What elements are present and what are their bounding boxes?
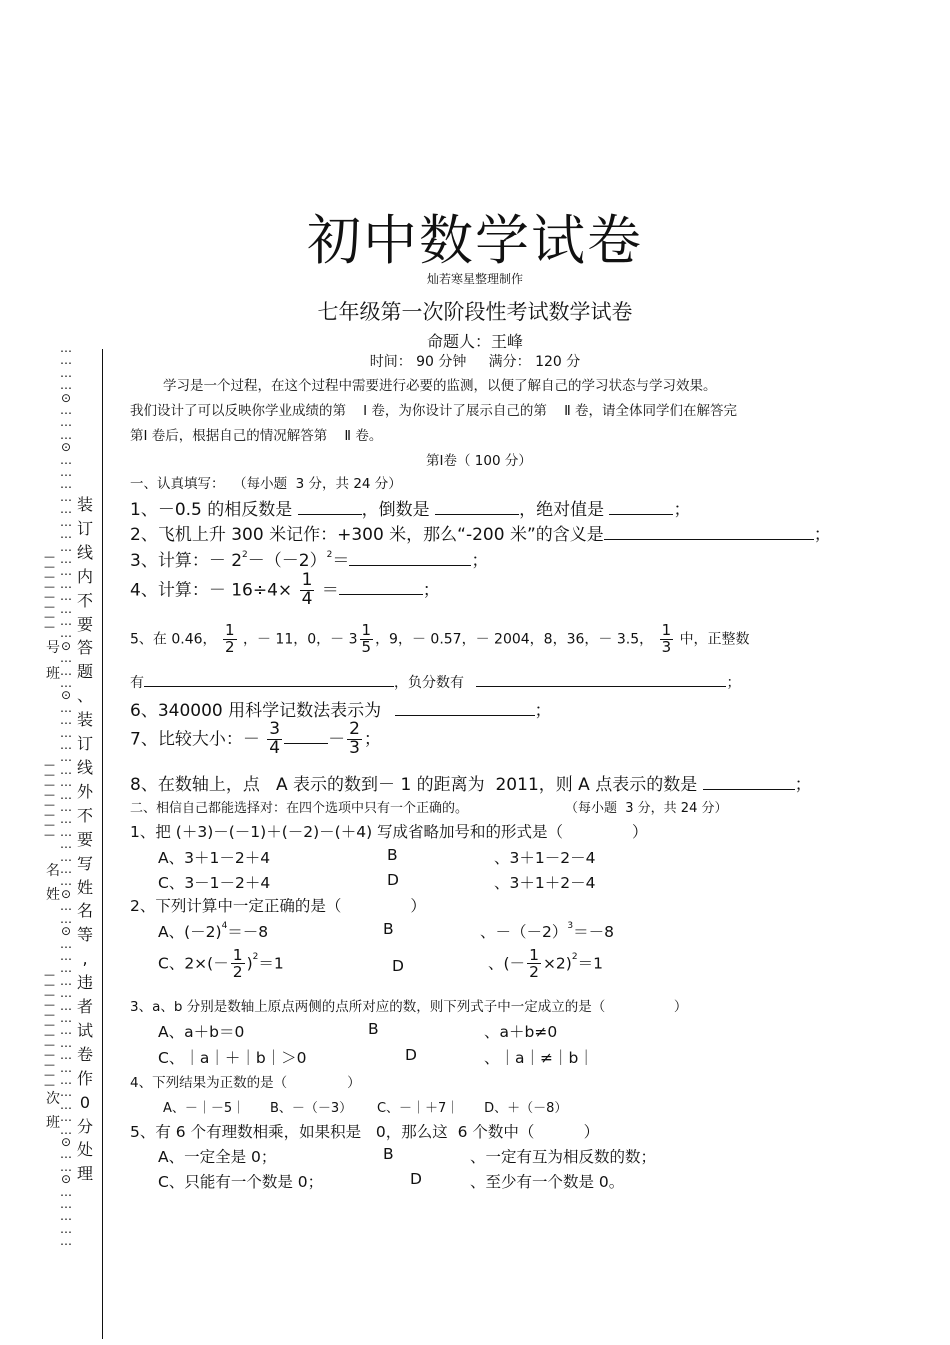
- question-7: [130, 721, 381, 758]
- choice-question-3: 3、a、b 分别是数轴上原点两侧的点所对应的数，则下列式子中一定成立的是（ ）: [130, 999, 688, 1015]
- q2-blank[interactable]: [604, 522, 814, 540]
- author-line: 命题人：王峰: [426, 332, 523, 351]
- binding-dots: … … … … ⊙ … … … ⊙ … … … … … … … … … … … … … … … ⊙ … … … ⊙ … … … … … … … … … … … … … … … ⊙ … … ⊙ … … … … … … … … … … … … … … … … ⊙ … … ⊙ … … … … …: [60, 341, 72, 1249]
- c5-option-c[interactable]: C、只能有一个数是 0；: [158, 1173, 324, 1191]
- c2-option-d[interactable]: 、(－ $\frac{1}{2}$ ×2)$^2$＝1: [488, 946, 603, 982]
- q8-text-b: ；: [794, 775, 812, 795]
- q3-text-a: 3、计算：－ 2: [130, 551, 243, 571]
- q3-exp-1: 2: [242, 550, 248, 560]
- question-3: [130, 546, 488, 571]
- q1-blank-3[interactable]: [609, 497, 673, 515]
- c2-d-fraction: $\frac{1}{2}$: [529, 946, 539, 982]
- q5-text-e: 有: [130, 675, 144, 691]
- q2-end: ；: [813, 525, 831, 545]
- c3-option-d[interactable]: 、｜a｜≠｜b｜: [484, 1049, 594, 1067]
- q5-fraction-3: $\frac{1}{3}$: [661, 621, 672, 656]
- q5-fraction-1: $\frac{1}{2}$: [224, 621, 235, 656]
- binding-dash-group-2: — — — — — — — —: [44, 758, 55, 841]
- q8-blank[interactable]: [703, 772, 795, 790]
- exam-title: 七年级第一次阶段性考试数学试卷: [317, 300, 633, 324]
- label-name-2: 姓: [46, 887, 60, 903]
- c2-option-c[interactable]: C、2×(－ $\frac{1}{2}$ )$^2$＝1: [158, 946, 284, 982]
- c1-option-d[interactable]: 、3＋1＋2－4: [494, 874, 596, 892]
- c2-option-a[interactable]: A、$(-2)^4=-8$: [158, 921, 269, 941]
- q1-blank-1[interactable]: [298, 497, 362, 515]
- part1-heading: 第Ⅰ卷（ 100 分）: [426, 453, 532, 469]
- q5-blank-negative-fractions[interactable]: [476, 672, 726, 687]
- intro-line-2: 我们设计了可以反映你学业成绩的第 Ⅰ 卷，为你设计了展示自己的第 Ⅱ 卷，请全体同学们在解答完: [130, 403, 738, 419]
- question-1: [130, 495, 690, 520]
- question-2: [130, 520, 831, 545]
- question-4: [130, 572, 440, 609]
- label-class-2: 班: [46, 1115, 60, 1131]
- q7-blank[interactable]: [284, 726, 328, 744]
- question-8: [130, 770, 812, 795]
- q7-fraction-2: $\frac{2}{3}$: [349, 719, 360, 758]
- choice-question-2: 2、下列计算中一定正确的是（ ）: [130, 897, 426, 915]
- c5-option-d-label[interactable]: D: [410, 1170, 422, 1188]
- question-5: [130, 623, 750, 656]
- c5-option-a[interactable]: A、一定全是 0；: [158, 1148, 277, 1166]
- c3-option-c[interactable]: C、｜a｜＋｜b｜＞0: [158, 1049, 307, 1067]
- c2-option-b-label[interactable]: B: [383, 920, 394, 938]
- q5-fraction-2: $\frac{1}{5}$: [361, 621, 372, 656]
- q3-exp-2: 2: [326, 550, 333, 560]
- intro-line-3: 第Ⅰ 卷后，根据自己的情况解答第 Ⅱ 卷。: [130, 428, 383, 444]
- binding-warning-vertical-text: 装 订 线 内 不 要 答 题 、 装 订 线 外 不 要 写 姓 名 等 , 违 者 试 卷 作 0 分 处 理: [76, 495, 93, 1184]
- section1-heading: 一、认真填写： （每小题 3 分，共 24 分）: [130, 476, 402, 492]
- question-5-line-2: [130, 672, 740, 692]
- q5-blank-positive-integers[interactable]: [144, 672, 394, 687]
- q7-fraction-1: $\frac{3}{4}$: [269, 719, 281, 758]
- q5-text-b: ，－ 11，0，－ 3: [242, 631, 358, 648]
- label-number: 号: [46, 640, 60, 656]
- q3-text-d: ；: [471, 551, 489, 571]
- q5-text-g: ；: [726, 675, 741, 691]
- binding-dash-group-1: — — — — — — — —: [44, 550, 55, 633]
- label-seq: 次: [46, 1091, 60, 1107]
- q3-blank[interactable]: [349, 548, 471, 566]
- q4-text-a: 4、计算：－ 16÷4×: [130, 580, 293, 601]
- q3-text-c: ＝: [332, 551, 350, 571]
- section2-score: （每小题 3 分，共 24 分）: [565, 801, 728, 816]
- c1-option-d-label[interactable]: D: [387, 871, 399, 889]
- c1-option-c[interactable]: C、3－1－2＋4: [158, 874, 271, 892]
- q5-text-a: 5、在 0.46，: [130, 631, 217, 648]
- q5-text-d: 中，正整数: [679, 631, 750, 648]
- q4-text-c: ；: [422, 580, 440, 601]
- q1-text-b: ，倒数是: [361, 500, 430, 520]
- c2-c-fraction: $\frac{1}{2}$: [232, 946, 243, 982]
- c3-option-b[interactable]: 、a＋b≠0: [484, 1023, 558, 1041]
- time-info: 时间： 90 分钟 满分： 120 分: [369, 354, 581, 370]
- q7-text-a: 7、比较大小：－: [130, 729, 260, 750]
- intro-line-1: 学习是一个过程，在这个过程中需要进行必要的监测，以便了解自己的学习状态与学习效果。: [163, 378, 717, 394]
- q3-text-b: －（－2）: [247, 551, 327, 571]
- c2-option-b[interactable]: 、$-(-2)^3=-8$: [480, 921, 614, 941]
- q8-text-a: 8、在数轴上，点 A 表示的数到－ 1 的距离为 2011，则 A 点表示的数是: [130, 775, 698, 795]
- q1-blank-2[interactable]: [435, 497, 519, 515]
- c3-option-a[interactable]: A、a＋b＝0: [158, 1023, 245, 1041]
- document-title: 初中数学试卷: [307, 209, 643, 272]
- q5-text-c: ，9，－ 0.57，－ 2004，8，36，－ 3.5，: [375, 631, 654, 648]
- c3-option-b-label[interactable]: B: [368, 1020, 379, 1038]
- q5-text-f: ，负分数有: [394, 675, 464, 691]
- choice-question-5: 5、有 6 个有理数相乘，如果积是 0，那么这 6 个数中（ ）: [130, 1123, 600, 1141]
- q1-text-d: ；: [673, 500, 691, 520]
- label-class-1: 班: [46, 666, 60, 682]
- c5-option-d[interactable]: 、至少有一个数是 0。: [470, 1173, 625, 1191]
- q6-blank[interactable]: [395, 698, 535, 716]
- c4-options[interactable]: A、－｜－5｜ B、－（－3） C、－｜＋7｜ D、＋（－8）: [163, 1101, 568, 1116]
- question-6: [130, 696, 552, 721]
- q1-text-a: 1、－0.5 的相反数是: [130, 500, 293, 520]
- q4-text-b: ＝: [321, 580, 339, 601]
- c1-option-b-label[interactable]: B: [387, 846, 398, 864]
- q7-text-b: －: [328, 729, 346, 750]
- label-name-1: 名: [46, 863, 60, 879]
- q2-text: 2、飞机上升 300 米记作：+300 米，那么“-200 米”的含义是: [130, 525, 604, 545]
- section2-heading: 二、相信自己都能选择对：在四个选项中只有一个正确的。: [130, 801, 469, 816]
- choice-question-1: 1、把 (＋3)－(－1)＋(－2)－(＋4) 写成省略加号和的形式是（ ）: [130, 823, 648, 841]
- c5-option-b-label[interactable]: B: [383, 1145, 394, 1163]
- q6-text-a: 6、340000 用科学记数法表示为: [130, 701, 382, 721]
- binding-line: [102, 349, 103, 1339]
- maker-note: 灿若寒星整理制作: [426, 272, 523, 286]
- choice-question-4: 4、下列结果为正数的是（ ）: [130, 1075, 361, 1091]
- c5-option-b[interactable]: 、一定有互为相反数的数；: [470, 1148, 657, 1166]
- c1-option-a[interactable]: A、3＋1－2＋4: [158, 849, 271, 867]
- c2-option-d-label[interactable]: D: [392, 957, 404, 975]
- binding-dash-group-3: — — — — — — — — — — — —: [44, 968, 55, 1091]
- q4-fraction: $\frac{1}{4}$: [301, 570, 313, 609]
- c1-option-b[interactable]: 、3＋1－2－4: [494, 849, 596, 867]
- q6-text-b: ；: [534, 701, 552, 721]
- q7-text-c: ；: [363, 729, 381, 750]
- q4-blank[interactable]: [339, 577, 423, 595]
- c3-option-d-label[interactable]: D: [405, 1046, 417, 1064]
- q1-text-c: ，绝对值是: [519, 500, 605, 520]
